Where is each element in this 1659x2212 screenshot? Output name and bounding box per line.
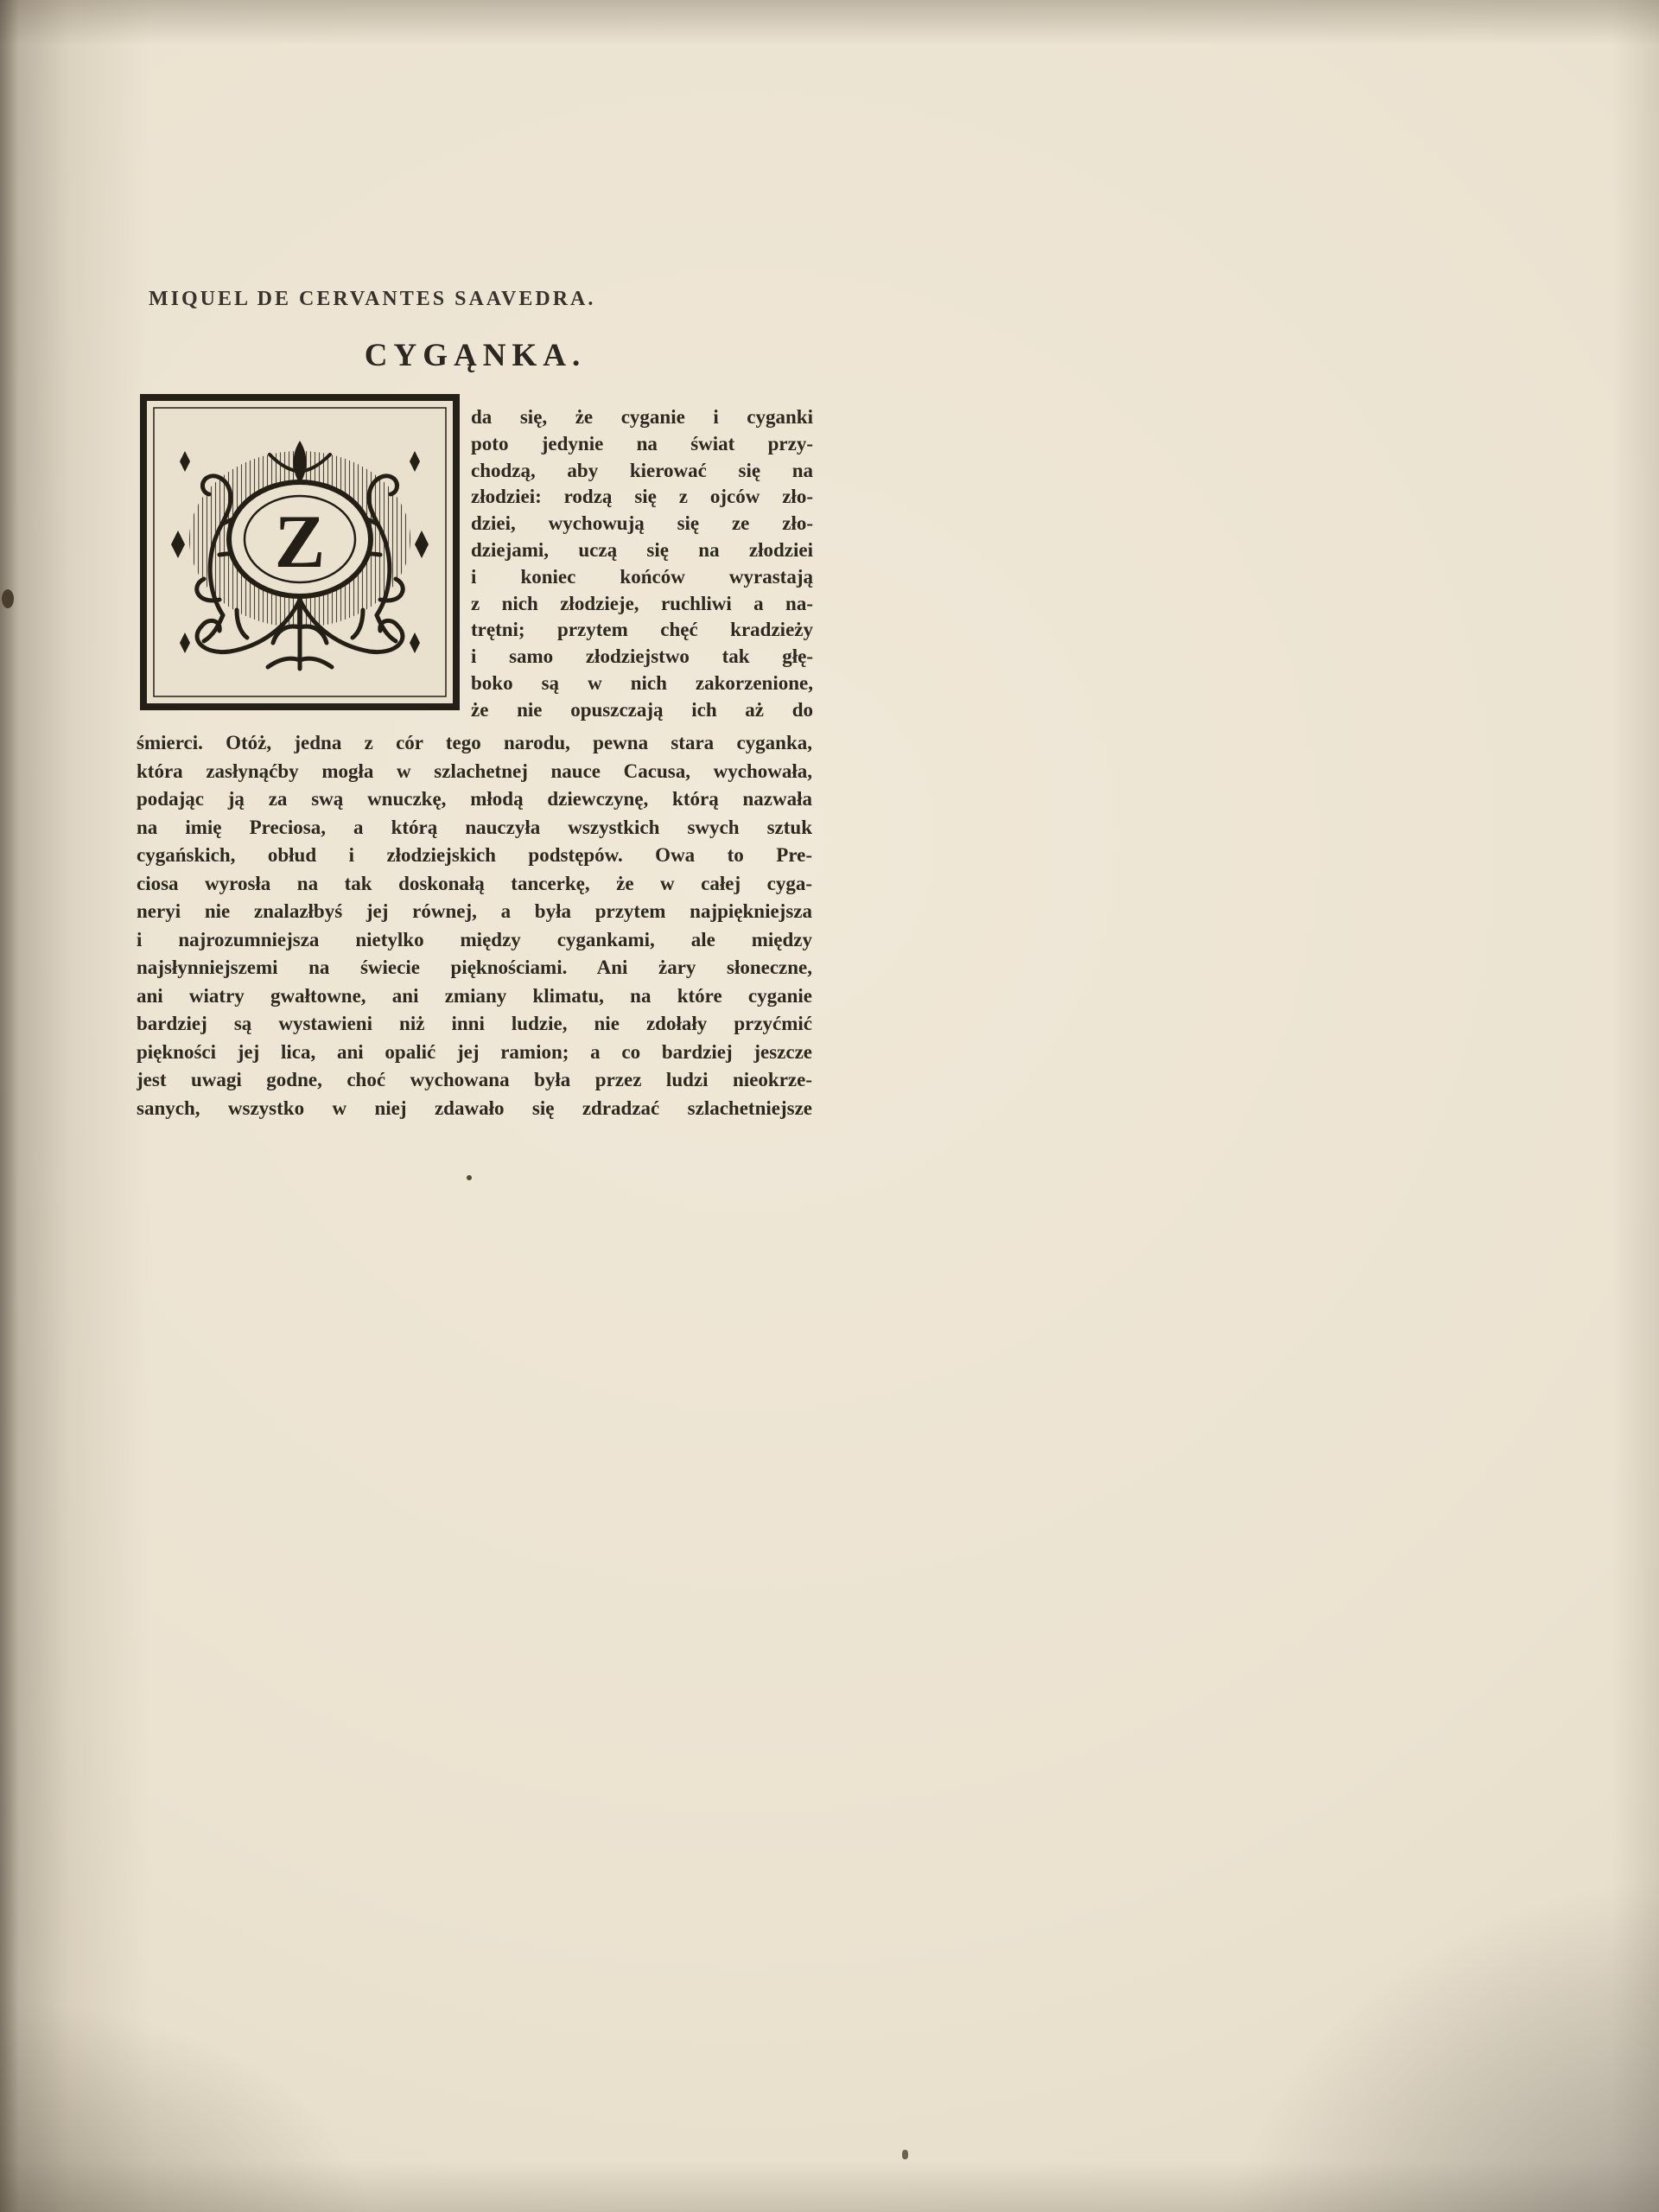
text-line: i najrozumniejsza nietylko między cygankami, ale między xyxy=(137,928,812,950)
text-line: poto jedynie na świat przy- xyxy=(471,432,813,454)
ink-speck xyxy=(902,2150,908,2159)
text-line: i koniec końców wyrastają xyxy=(471,565,813,588)
text-line: cygańskich, obłud i złodziejskich podstępów. Owa to Pre- xyxy=(137,844,812,866)
text-line: najsłynniejszemi na świecie pięknościami. Ani żary słoneczne, xyxy=(137,957,812,978)
text-line: chodzą, aby kierować się na xyxy=(471,459,813,481)
text-line: z nich złodzieje, ruchliwi a na- xyxy=(471,592,813,614)
text-line: na imię Preciosa, a którą nauczyła wszystkich swych sztuk xyxy=(137,816,812,838)
author-line: MIQUEL DE CERVANTES SAAVEDRA. xyxy=(149,288,596,310)
text-line: dziei, wychowują się ze zło- xyxy=(471,512,813,535)
page-title: CYGĄNKA. xyxy=(364,338,587,373)
ink-speck xyxy=(467,1175,472,1180)
text-line: trętni; przytem chęć kradzieży xyxy=(471,619,813,641)
text-line: boko są w nich zakorzenione, xyxy=(471,671,813,694)
text-line: złodziei: rodzą się z ojców zło- xyxy=(471,486,813,508)
text-line: sanych, wszystko w niej zdawało się zdradzać szlachetniejsze xyxy=(137,1096,812,1119)
text-line: jest uwagi godne, choć wychowana była przez ludzi nieokrze- xyxy=(137,1069,812,1090)
intro-column xyxy=(471,404,813,724)
text-line: dziejami, uczą się na złodziei xyxy=(471,538,813,561)
text-line: że nie opuszczają ich aż do xyxy=(471,698,813,721)
text-line: da się, że cyganie i cyganki xyxy=(471,406,813,428)
text-line: ciosa wyrosła na tak doskonałą tancerkę, że w całej cyga- xyxy=(137,872,812,894)
text-line: piękności jej lica, ani opalić jej ramion; a co bardziej jeszcze xyxy=(137,1040,812,1063)
dropcap-ornament xyxy=(140,394,460,710)
text-line: bardziej są wystawieni niż inni ludzie, nie zdołały przyćmić xyxy=(137,1013,812,1034)
dropcap-letter: Z xyxy=(274,500,326,584)
text-line: neryi nie znalazłbyś jej równej, a była przytem najpiękniejsza xyxy=(137,900,812,922)
text-line: śmierci. Otóż, jedna z cór tego narodu, pewna stara cyganka, xyxy=(137,732,812,753)
dropcap-woodcut-icon xyxy=(140,394,460,710)
body-paragraph xyxy=(137,729,812,1122)
text-line: podając ją za swą wnuczkę, młodą dziewczynę, którą nazwała xyxy=(137,788,812,810)
page-edge-mark xyxy=(2,589,14,608)
text-line: i samo złodziejstwo tak głę- xyxy=(471,645,813,668)
text-line: która zasłynąćby mogła w szlachetnej nauce Cacusa, wychowała, xyxy=(137,760,812,782)
text-line: ani wiatry gwałtowne, ani zmiany klimatu, na które cyganie xyxy=(137,984,812,1007)
